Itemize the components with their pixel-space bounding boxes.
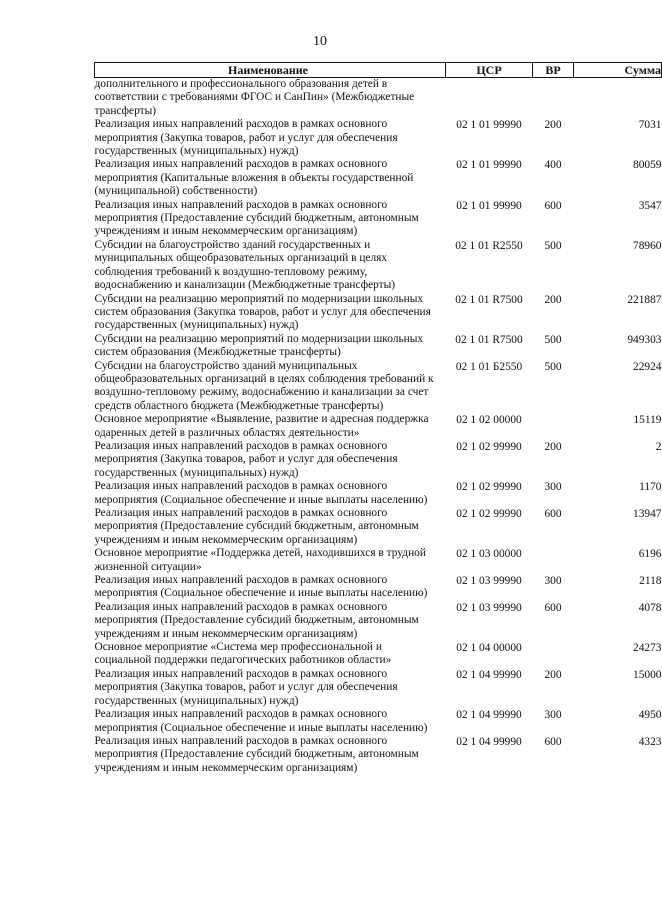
page-number: 10 [313, 34, 327, 49]
row-sum-value: 22924 [633, 360, 662, 373]
table-row [95, 239, 662, 293]
row-sum-cell [574, 413, 662, 440]
row-sum-value: 4323 [638, 735, 662, 748]
table-row [95, 293, 662, 333]
row-name-cell: Реализация иных направлений расходов в рамках основного мероприятия (Капитальные вложения в объекты государственной (муниципальной) собственности) [94, 158, 414, 198]
row-vr-cell [533, 507, 574, 547]
header-vr: ВР [533, 63, 574, 78]
row-sum-value: 2 [655, 440, 662, 453]
row-vr-value: 300 [544, 575, 562, 588]
table-row [95, 333, 662, 360]
row-name-cell: Реализация иных направлений расходов в рамках основного мероприятия (Социальное обеспечение и иные выплаты населению) [94, 480, 428, 506]
row-csr-value: 02 1 02 99990 [456, 508, 522, 520]
row-sum-cell [574, 118, 662, 158]
row-vr-cell [533, 601, 574, 641]
row-csr-cell [446, 199, 533, 239]
row-vr-cell [533, 360, 574, 414]
row-csr-cell [446, 735, 533, 775]
row-csr-cell [446, 601, 533, 641]
row-name-cell: Реализация иных направлений расходов в рамках основного мероприятия (Социальное обеспечение и иные выплаты населению) [94, 574, 428, 600]
row-csr-cell [446, 480, 533, 507]
row-name-cell: Реализация иных направлений расходов в рамках основного мероприятия (Предоставление субсидий бюджетным, автономным учреждениям и иным некоммерческим организациям) [94, 734, 419, 774]
row-csr-cell [446, 708, 533, 735]
row-vr-cell [533, 574, 574, 601]
row-sum-value: 7031 [638, 119, 662, 132]
row-sum-cell [574, 601, 662, 641]
row-vr-value: 200 [544, 293, 562, 306]
row-csr-value: 02 1 01 99990 [456, 119, 522, 132]
row-csr-value: 02 1 01 R7500 [455, 293, 523, 306]
table-body [95, 78, 662, 776]
row-vr-cell [533, 547, 574, 574]
row-csr-value: 02 1 01 R2550 [455, 239, 523, 252]
table-row [95, 547, 662, 574]
row-sum-value: 80059 [633, 159, 662, 172]
row-csr-value: 02 1 01 99990 [456, 159, 522, 172]
row-vr-cell [533, 440, 574, 480]
budget-table [94, 62, 662, 775]
row-name-cell: Реализация иных направлений расходов в рамках основного мероприятия (Предоставление субсидий бюджетным, автономным учреждениям и иным некоммерческим организациям) [94, 198, 419, 238]
row-sum-value: 2118 [639, 575, 662, 588]
row-csr-cell [446, 78, 533, 119]
table-row [95, 601, 662, 641]
row-sum-cell [574, 574, 662, 601]
row-vr-cell [533, 118, 574, 158]
row-vr-value: 300 [544, 481, 562, 494]
row-vr-value: 300 [544, 709, 562, 722]
row-sum-value: 6196 [638, 548, 662, 561]
table-row [95, 158, 662, 198]
row-name-cell: Субсидии на благоустройство зданий муниципальных общеобразовательных организаций в целях соблюдения требований к воздушно-тепловому режиму, водоснабжению и канализации за счет средств областного бюджета (Межбюджетные трансферты) [94, 359, 434, 412]
row-sum-cell [574, 158, 662, 198]
row-vr-cell [533, 199, 574, 239]
row-name-cell: Реализация иных направлений расходов в рамках основного мероприятия (Предоставление субсидий бюджетным, автономным учреждениям и иным некоммерческим организациям) [94, 600, 419, 640]
row-name-cell: Реализация иных направлений расходов в рамках основного мероприятия (Закупка товаров, работ и услуг для обеспечения государственных (муниципальных) нужд) [94, 439, 398, 479]
row-name-cell: Основное мероприятие «Выявление, развитие и адресная поддержка одаренных детей в различных областях деятельности» [94, 413, 429, 439]
row-sum-value: 4078 [638, 601, 662, 614]
row-csr-value: 02 1 02 99990 [456, 481, 522, 494]
header-sum: Сумма [574, 63, 662, 78]
row-vr-cell [533, 333, 574, 360]
row-vr-cell [533, 293, 574, 333]
row-csr-value: 02 1 03 99990 [456, 601, 522, 614]
row-vr-value: 600 [544, 601, 562, 614]
row-csr-cell [446, 641, 533, 668]
row-sum-value: 949303 [627, 333, 662, 346]
table-row [95, 78, 662, 119]
row-sum-cell [574, 78, 662, 119]
row-csr-cell [446, 668, 533, 708]
row-sum-value: 4950 [638, 709, 662, 722]
row-vr-value: 200 [544, 119, 562, 132]
row-sum-cell [574, 199, 662, 239]
header-name: Наименование [95, 63, 446, 78]
row-vr-value: 600 [544, 508, 562, 520]
row-csr-cell [446, 293, 533, 333]
row-sum-value: 13947 [633, 508, 662, 520]
row-sum-value: 15119 [633, 414, 662, 427]
row-csr-cell [446, 239, 533, 293]
row-name-cell: Субсидии на реализацию мероприятий по модернизации школьных систем образования (Закупка товаров, работ и услуг для обеспечения государственных (муниципальных) нужд) [94, 292, 431, 332]
row-vr-cell [533, 735, 574, 775]
row-csr-value: 02 1 04 99990 [456, 709, 522, 722]
row-csr-value: 02 1 01 99990 [456, 199, 522, 212]
table-row [95, 440, 662, 480]
row-sum-cell [574, 547, 662, 574]
row-csr-value: 02 1 04 00000 [456, 642, 522, 655]
row-csr-value: 02 1 02 99990 [456, 440, 522, 453]
row-sum-cell [574, 360, 662, 414]
row-vr-value: 200 [544, 440, 562, 453]
row-sum-value: 1170 [639, 481, 662, 494]
row-name-cell: Реализация иных направлений расходов в рамках основного мероприятия (Предоставление субсидий бюджетным, автономным учреждениям и иным некоммерческим организациям) [94, 507, 419, 546]
row-vr-cell [533, 668, 574, 708]
row-csr-value: 02 1 03 99990 [456, 575, 522, 588]
table-row [95, 507, 662, 547]
row-vr-value: 600 [544, 199, 562, 212]
row-vr-value: 500 [544, 239, 562, 252]
row-sum-value: 24273 [633, 642, 662, 655]
row-csr-cell [446, 333, 533, 360]
row-sum-value: 15000 [633, 668, 662, 681]
row-vr-cell [533, 239, 574, 293]
header-csr: ЦСР [446, 63, 533, 78]
table-header-row [95, 63, 662, 78]
row-csr-cell [446, 118, 533, 158]
row-csr-cell [446, 158, 533, 198]
row-sum-cell [574, 440, 662, 480]
row-sum-value: 78960 [633, 239, 662, 252]
row-csr-value: 02 1 02 00000 [456, 414, 522, 427]
table-row [95, 118, 662, 158]
row-vr-value: 500 [544, 360, 562, 373]
row-sum-value: 3547 [638, 199, 662, 212]
row-csr-value: 02 1 04 99990 [456, 735, 522, 748]
row-name-cell: дополнительного и профессионального образования детей в соответствии с требованиями ФГОС и СанПин» (Межбюджетные трансферты) [94, 78, 415, 117]
row-csr-cell [446, 547, 533, 574]
row-name-cell: Основное мероприятие «Система мер профессиональной и социальной поддержки педагогических работников области» [94, 641, 392, 667]
row-sum-cell [574, 239, 662, 293]
row-csr-cell [446, 413, 533, 440]
row-sum-value: 221887 [627, 293, 662, 306]
row-vr-value: 400 [544, 159, 562, 172]
row-sum-cell [574, 668, 662, 708]
row-vr-cell [533, 413, 574, 440]
row-vr-cell [533, 78, 574, 119]
row-csr-cell [446, 574, 533, 601]
table-row [95, 641, 662, 668]
row-csr-cell [446, 360, 533, 414]
row-name-cell: Реализация иных направлений расходов в рамках основного мероприятия (Социальное обеспечение и иные выплаты населению) [94, 708, 428, 734]
table-row [95, 413, 662, 440]
table-row [95, 360, 662, 414]
row-sum-cell [574, 333, 662, 360]
row-sum-cell [574, 507, 662, 547]
row-vr-cell [533, 708, 574, 735]
row-csr-value: 02 1 03 00000 [456, 548, 522, 561]
row-sum-cell [574, 293, 662, 333]
row-vr-cell [533, 158, 574, 198]
row-vr-cell [533, 480, 574, 507]
table-row [95, 708, 662, 735]
row-csr-value: 02 1 04 99990 [456, 668, 522, 681]
table-row [95, 574, 662, 601]
row-vr-value: 600 [544, 735, 562, 748]
table-row [95, 668, 662, 708]
row-vr-value: 200 [544, 668, 562, 681]
row-name-cell: Основное мероприятие «Поддержка детей, находившихся в трудной жизненной ситуации» [94, 547, 426, 573]
row-name-cell: Субсидии на благоустройство зданий государственных и муниципальных общеобразовательных организаций в целях соблюдения требований к воздушно-тепловому режиму, водоснабжению и канализации (Межбюджетные трансферты) [94, 238, 396, 292]
row-sum-cell [574, 735, 662, 775]
table-row [95, 735, 662, 775]
row-csr-cell [446, 507, 533, 547]
row-name-cell: Субсидии на реализацию мероприятий по модернизации школьных систем образования (Межбюджетные трансферты) [94, 332, 424, 359]
row-vr-cell [533, 641, 574, 668]
row-csr-cell [446, 440, 533, 480]
row-csr-value: 02 1 01 R7500 [455, 333, 523, 346]
row-sum-cell [574, 708, 662, 735]
row-sum-cell [574, 641, 662, 668]
row-sum-cell [574, 480, 662, 507]
table-row [95, 199, 662, 239]
row-vr-value: 500 [544, 333, 562, 346]
row-name-cell: Реализация иных направлений расходов в рамках основного мероприятия (Закупка товаров, работ и услуг для обеспечения государственных (муниципальных) нужд) [94, 118, 398, 158]
row-name-cell: Реализация иных направлений расходов в рамках основного мероприятия (Закупка товаров, работ и услуг для обеспечения государственных (муниципальных) нужд) [94, 667, 398, 707]
row-csr-value: 02 1 01 Б2550 [455, 360, 523, 373]
table-row [95, 480, 662, 507]
